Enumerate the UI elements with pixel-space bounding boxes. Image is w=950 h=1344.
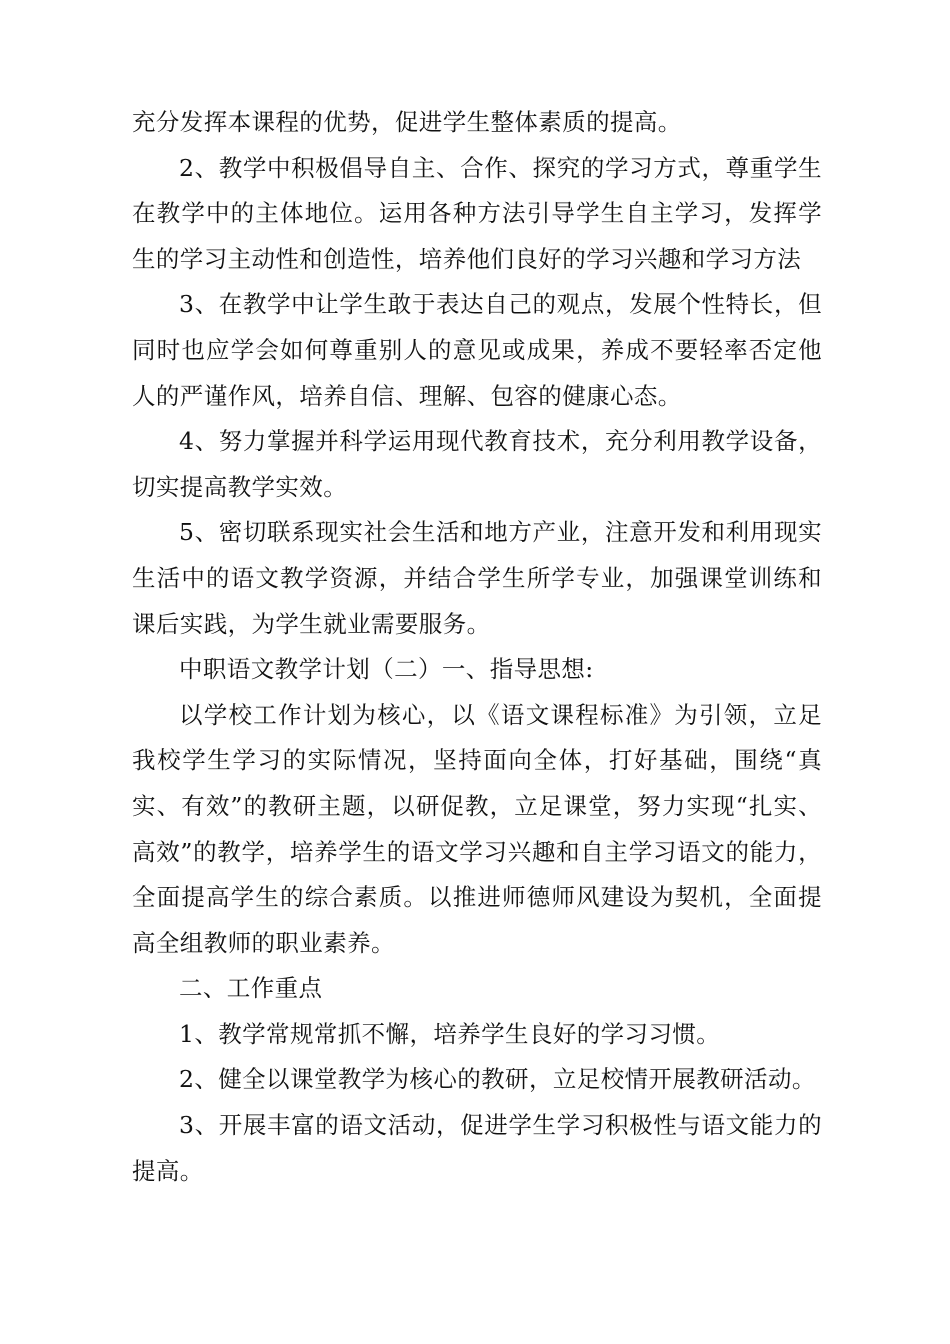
section-heading-work-focus: 二、工作重点 [179,974,323,1003]
paragraph-4: 4、努力掌握并科学运用现代教育技术，充分利用教学设备，切实提高教学实效。 [132,427,822,501]
paragraph-guiding-ideas: 以学校工作计划为核心，以《语文课程标准》为引领，立足我校学生学习的实际情况，坚持面向全体，打好基础，围绕“真实、有效”的教研主题，以研促教，立足课堂，努力实现“扎实、高效”的教学，培养学生的语文学习兴趣和自主学习语文的能力，全面提高学生的综合素质。以推进师德师风建设为契机，全面提高全组教师的职业素养。 [132,700,822,957]
paragraph-5: 5、密切联系现实社会生活和地方产业，注意开发和利用现实生活中的语文教学资源，并结合学生所学专业，加强课堂训练和课后实践，为学生就业需要服务。 [132,518,822,638]
paragraph-3: 3、在教学中让学生敢于表达自己的观点，发展个性特长，但同时也应学会如何尊重别人的意见或成果，养成不要轻率否定他人的严谨作风，培养自信、理解、包容的健康心态。 [132,290,822,410]
paragraph-focus-1: 1、教学常规常抓不懈，培养学生良好的学习习惯。 [179,1019,721,1048]
section-heading-guiding-ideas: 中职语文教学计划（二）一、指导思想: [179,655,594,684]
document-page [132,100,822,1194]
paragraph-1: 充分发挥本课程的优势，促进学生整体素质的提高。 [132,108,682,136]
paragraph-focus-2: 2、健全以课堂教学为核心的教研，立足校情开展教研活动。 [179,1065,816,1094]
paragraph-focus-3: 3、开展丰富的语文活动，促进学生学习积极性与语文能力的提高。 [132,1111,822,1185]
paragraph-2: 2、教学中积极倡导自主、合作、探究的学习方式，尊重学生在教学中的主体地位。运用各种方法引导学生自主学习，发挥学生的学习主动性和创造性，培养他们良好的学习兴趣和学习方法 [132,153,822,273]
